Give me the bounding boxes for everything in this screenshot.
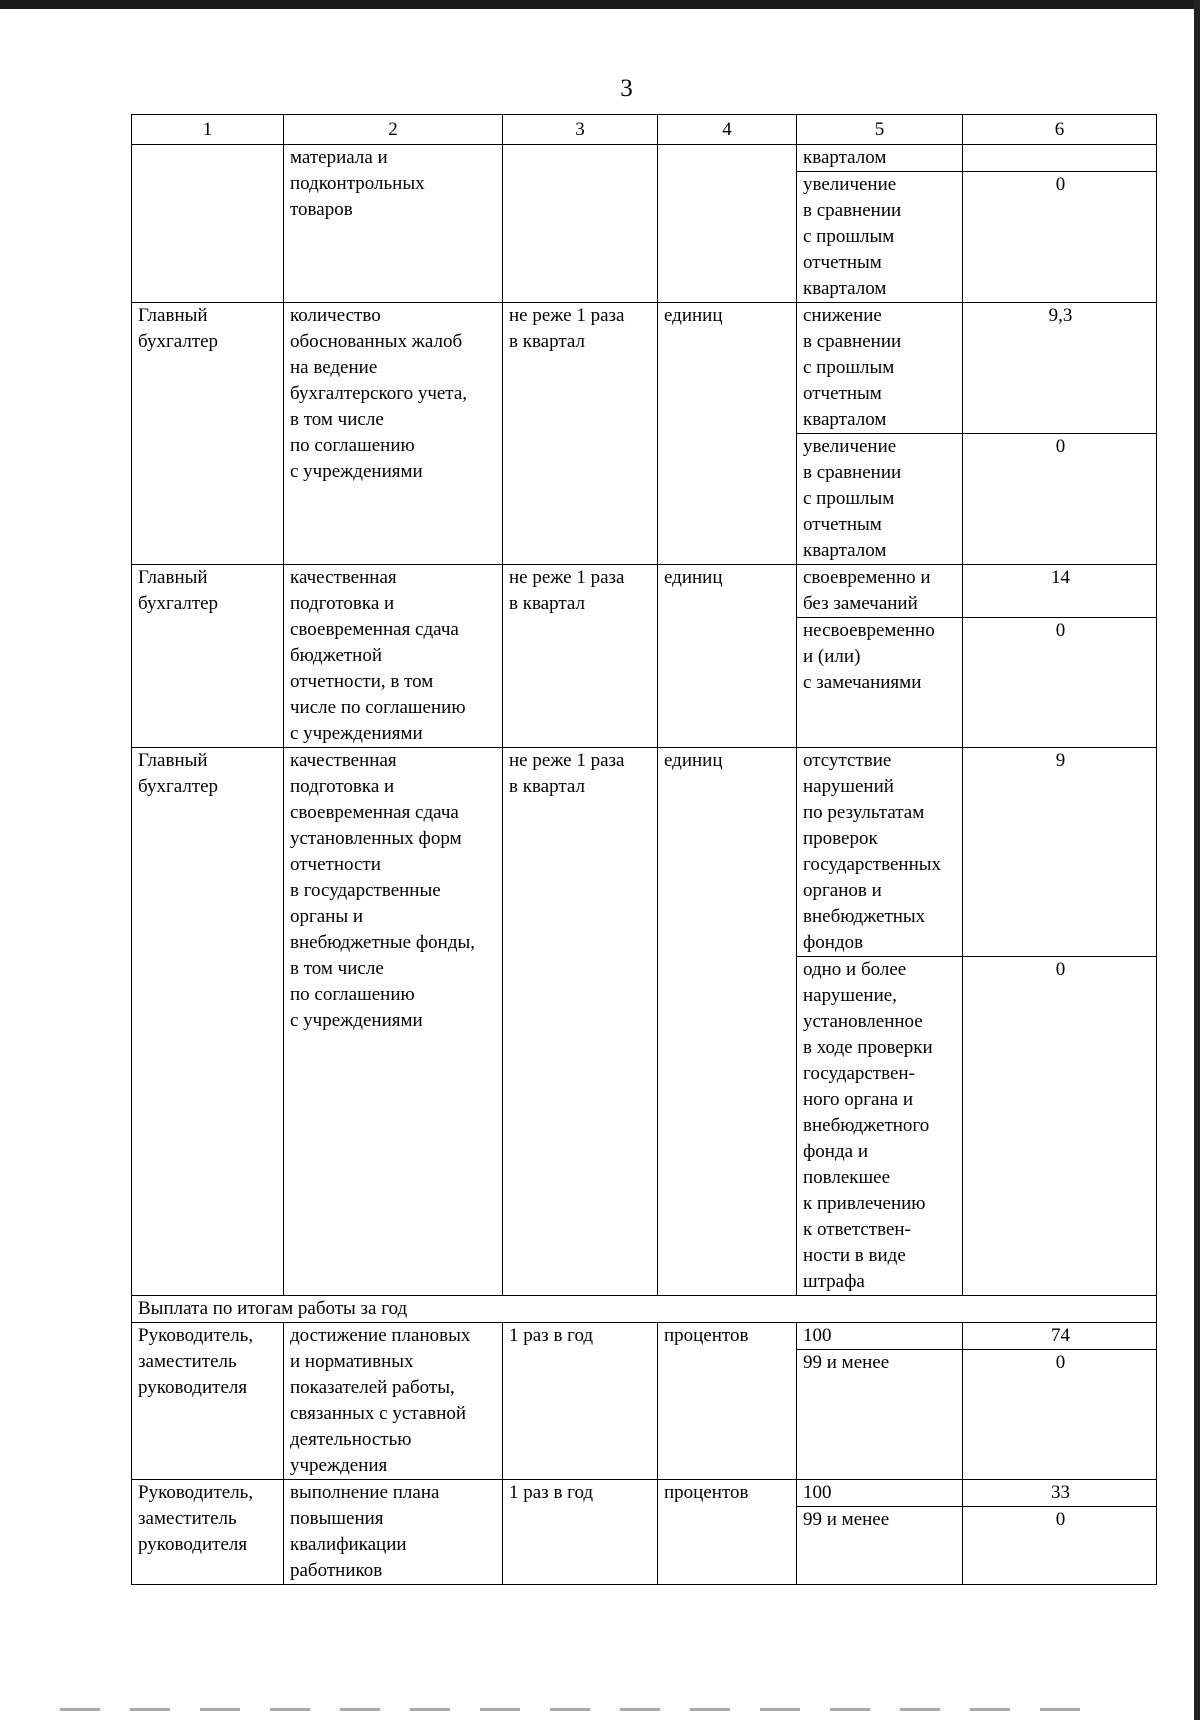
scan-right-edge	[1194, 0, 1200, 1720]
scan-top-edge	[0, 0, 1200, 9]
position-cell	[132, 145, 284, 303]
header-col-5: 5	[797, 115, 963, 145]
criterion-cell: своевременно и без замечаний	[797, 565, 963, 618]
unit-cell: единиц	[658, 565, 797, 748]
criterion-cell: 99 и менее	[797, 1350, 963, 1480]
periodicity-cell: 1 раз в год	[503, 1323, 658, 1480]
value-cell: 0	[963, 618, 1157, 748]
periodicity-cell: не реже 1 раза в квартал	[503, 748, 658, 1296]
criterion-cell: кварталом	[797, 145, 963, 172]
table-row	[132, 1323, 1157, 1350]
indicator-cell: качественная подготовка и своевременная сдача установленных форм отчетности в государственные органы и внебюджетные фонды, в том числе по соглашению с учреждениями	[284, 748, 503, 1296]
periodicity-cell: 1 раз в год	[503, 1480, 658, 1585]
criterion-cell: несвоевременно и (или) с замечаниями	[797, 618, 963, 748]
position-cell: Главный бухгалтер	[132, 748, 284, 1296]
table-row	[132, 303, 1157, 434]
value-cell: 0	[963, 434, 1157, 565]
unit-cell: единиц	[658, 303, 797, 565]
value-cell: 0	[963, 957, 1157, 1296]
value-cell: 14	[963, 565, 1157, 618]
table-row	[132, 145, 1157, 172]
value-cell: 0	[963, 1507, 1157, 1585]
indicators-table	[131, 114, 1157, 1585]
unit-cell: процентов	[658, 1480, 797, 1585]
header-col-6: 6	[963, 115, 1157, 145]
criterion-cell: 100	[797, 1480, 963, 1507]
criterion-cell: 99 и менее	[797, 1507, 963, 1585]
table-row	[132, 748, 1157, 957]
header-col-2: 2	[284, 115, 503, 145]
position-cell: Главный бухгалтер	[132, 303, 284, 565]
header-col-3: 3	[503, 115, 658, 145]
indicator-cell: достижение плановых и нормативных показателей работы, связанных с уставной деятельностью учреждения	[284, 1323, 503, 1480]
table-row	[132, 565, 1157, 618]
position-cell: Руководитель, заместитель руководителя	[132, 1323, 284, 1480]
periodicity-cell	[503, 145, 658, 303]
indicator-cell: количество обоснованных жалоб на ведение бухгалтерского учета, в том числе по соглашению с учреждениями	[284, 303, 503, 565]
value-cell: 0	[963, 1350, 1157, 1480]
value-cell: 0	[963, 172, 1157, 303]
value-cell: 9	[963, 748, 1157, 957]
header-col-1: 1	[132, 115, 284, 145]
criterion-cell: 100	[797, 1323, 963, 1350]
table-row	[132, 1480, 1157, 1507]
value-cell: 74	[963, 1323, 1157, 1350]
section-title: Выплата по итогам работы за год	[132, 1296, 1157, 1323]
indicator-cell: качественная подготовка и своевременная сдача бюджетной отчетности, в том числе по соглашению с учреждениями	[284, 565, 503, 748]
criterion-cell: увеличение в сравнении с прошлым отчетным кварталом	[797, 434, 963, 565]
value-cell: 33	[963, 1480, 1157, 1507]
position-cell: Руководитель, заместитель руководителя	[132, 1480, 284, 1585]
unit-cell: единиц	[658, 748, 797, 1296]
indicator-cell: материала и подконтрольных товаров	[284, 145, 503, 303]
criterion-cell: увеличение в сравнении с прошлым отчетным кварталом	[797, 172, 963, 303]
value-cell: 9,3	[963, 303, 1157, 434]
unit-cell: процентов	[658, 1323, 797, 1480]
value-cell	[963, 145, 1157, 172]
section-row	[132, 1296, 1157, 1323]
periodicity-cell: не реже 1 раза в квартал	[503, 303, 658, 565]
periodicity-cell: не реже 1 раза в квартал	[503, 565, 658, 748]
page-number: 3	[620, 75, 633, 102]
unit-cell	[658, 145, 797, 303]
position-cell: Главный бухгалтер	[132, 565, 284, 748]
criterion-cell: отсутствие нарушений по результатам проверок государственных органов и внебюджетных фондов	[797, 748, 963, 957]
table-header-row	[132, 115, 1157, 145]
header-col-4: 4	[658, 115, 797, 145]
criterion-cell: одно и более нарушение, установленное в ходе проверки государствен- ного органа и внебюджетного фонда и повлекшее к привлечению к ответствен- ности в виде штрафа	[797, 957, 963, 1296]
criterion-cell: снижение в сравнении с прошлым отчетным кварталом	[797, 303, 963, 434]
indicator-cell: выполнение плана повышения квалификации работников	[284, 1480, 503, 1585]
scan-bottom-artifact	[60, 1708, 1100, 1711]
